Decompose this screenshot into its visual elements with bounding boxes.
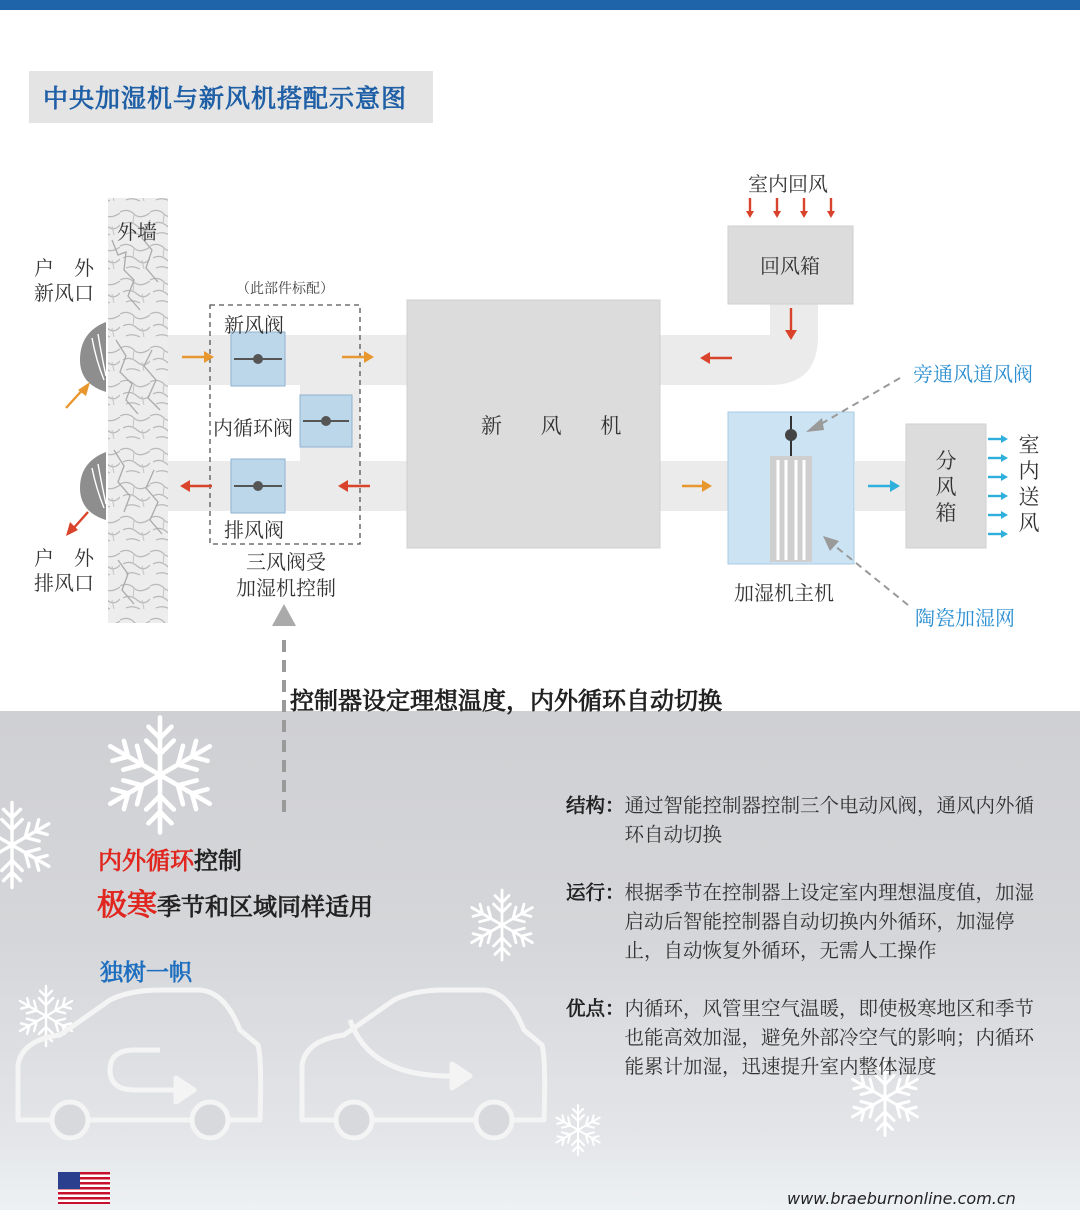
- distribution-box-label: 分风箱: [935, 449, 957, 525]
- description-block: [566, 791, 1046, 1081]
- snowflake-icon: [0, 803, 54, 888]
- valve-control-note: 三风阀受 加湿机控制: [236, 550, 336, 600]
- slogan-rest-2: 季节和区域同样适用: [157, 893, 373, 921]
- description-text: 根据季节在控制器上设定室内理想温度值，加湿启动后智能控制器自动切换内外循环，加湿停止，自动恢复外循环，无需人工操作: [624, 881, 1035, 962]
- indoor-return-air-label: 室内回风: [748, 172, 828, 196]
- description-heading: 运行：: [566, 881, 625, 904]
- us-flag-icon: [58, 1172, 110, 1204]
- page-title: 中央加湿机与新风机搭配示意图: [43, 84, 408, 113]
- recirculation-valve-label: 内循环阀: [213, 416, 293, 440]
- snowflake-icon: [467, 890, 536, 960]
- snowflake-icon: [553, 1105, 602, 1155]
- exhaust-outlet-label: 户 外 排风口: [34, 546, 94, 595]
- description-heading: 结构：: [566, 794, 625, 817]
- wall-label: 外墙: [117, 220, 157, 244]
- controller-headline: 控制器设定理想温度，内外循环自动切换: [290, 687, 722, 715]
- wall: [108, 198, 168, 623]
- slogan-line-1: [98, 841, 242, 876]
- website-url: www.braeburnonline.com.cn: [787, 1189, 1016, 1208]
- description-heading: 优点：: [566, 997, 625, 1020]
- recirculation-valve-icon: [300, 395, 352, 447]
- car-fresh-air-icon: [302, 990, 545, 1138]
- return-air-box-label: 回风箱: [760, 254, 820, 278]
- slogan-highlight-1: 内外循环: [98, 847, 194, 875]
- slogan-line-2: [97, 880, 373, 924]
- description-text: 内循环，风管里空气温暖，即使极寒地区和季节也能高效加湿，避免外部冷空气的影响；内循环能累计加湿，迅速提升室内整体湿度: [624, 997, 1035, 1078]
- standard-part-note: （此部件标配）: [236, 281, 334, 297]
- exhaust-valve-label: 排风阀: [224, 518, 284, 542]
- ventilator-label: 新 风 机: [481, 414, 638, 438]
- slogan-rest-1: 控制: [194, 847, 242, 875]
- humidifier-main-unit-label: 加湿机主机: [734, 581, 834, 605]
- description-operation: [566, 878, 1046, 965]
- fresh-air-valve-icon: [231, 332, 285, 386]
- snowflake-icon: [103, 718, 216, 833]
- fresh-air-valve-label: 新风阀: [224, 313, 284, 337]
- indoor-supply-air-label: 室内送风: [1018, 433, 1040, 535]
- exhaust-valve-icon: [231, 459, 285, 513]
- description-structure: [566, 791, 1046, 849]
- tagline: 独树一帜: [100, 960, 192, 986]
- slogan-highlight-2: 极寒: [97, 888, 157, 923]
- fresh-air-inlet-label: 户 外 新风口: [34, 256, 94, 305]
- ceramic-mesh-label: 陶瓷加湿网: [915, 606, 1015, 630]
- description-advantage: [566, 994, 1046, 1081]
- description-text: 通过智能控制器控制三个电动风阀，通风内外循环自动切换: [624, 794, 1035, 846]
- bypass-damper-label: 旁通风道风阀: [913, 362, 1033, 386]
